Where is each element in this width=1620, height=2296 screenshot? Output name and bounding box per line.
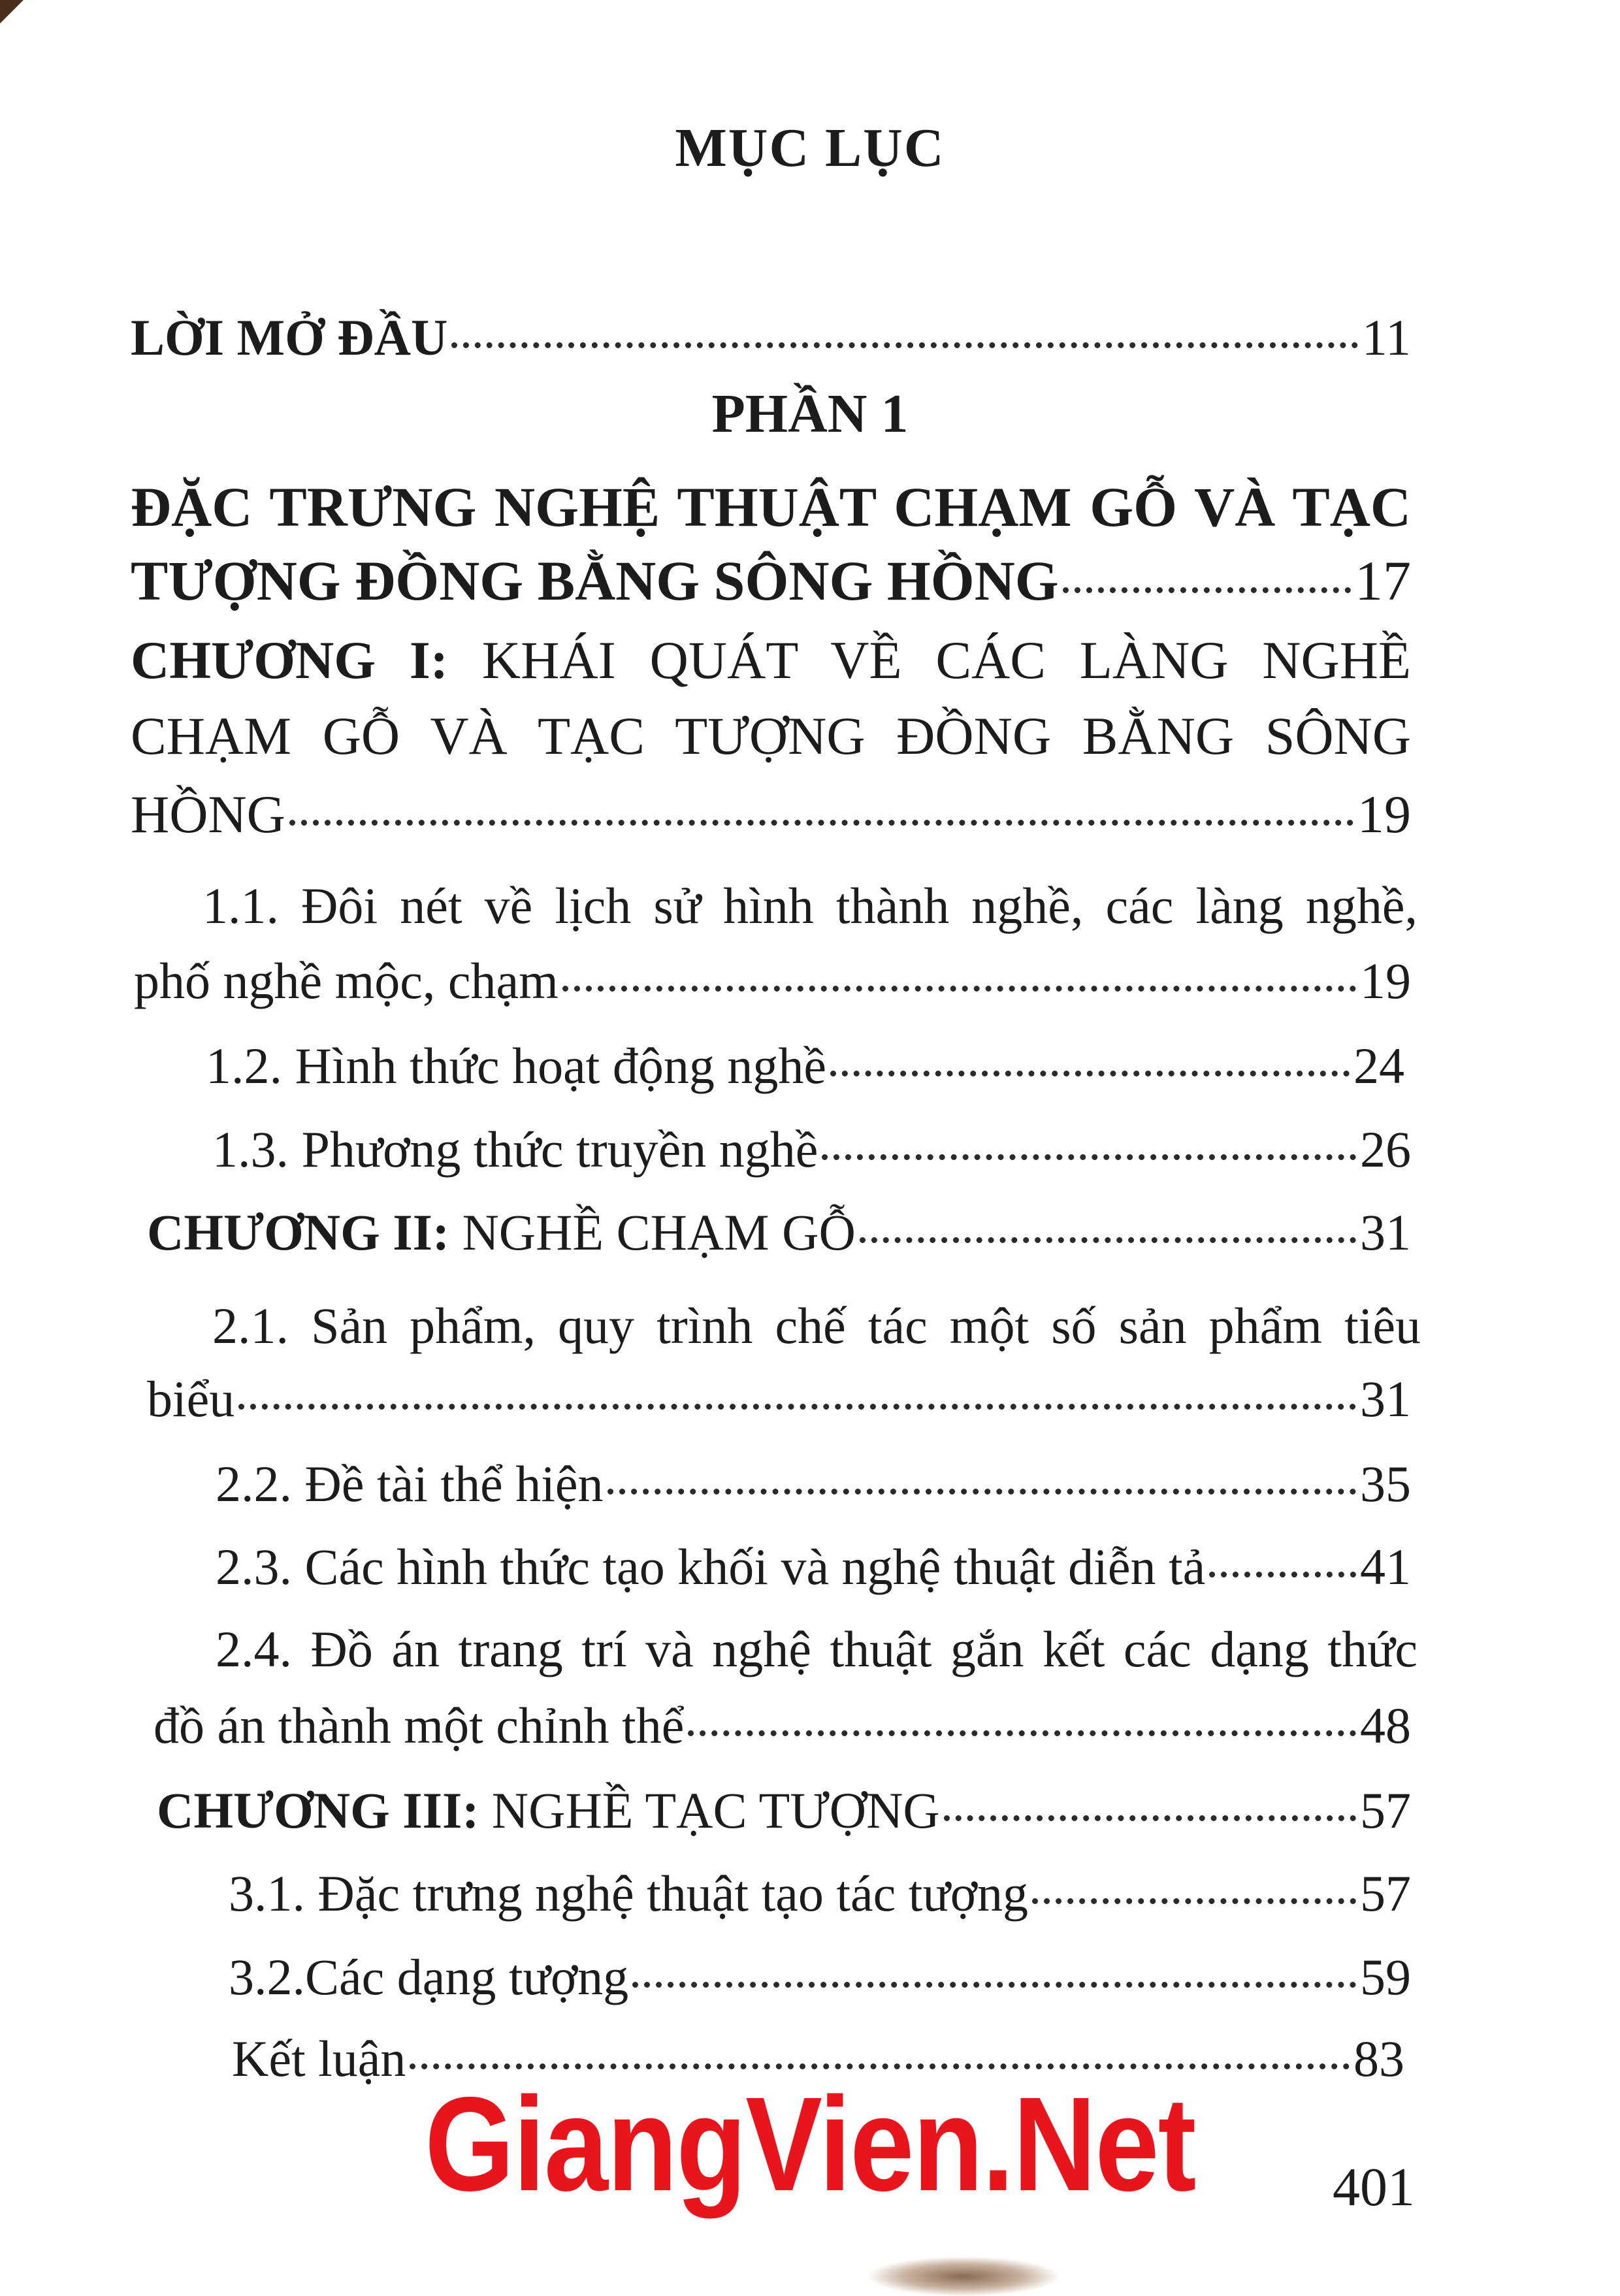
toc-entry-label: biểu [147,1370,235,1427]
toc-page-number: 17 [1355,549,1411,612]
toc-entry-label: phố nghề mộc, chạm [134,952,559,1009]
page-number: 401 [1333,2157,1415,2218]
toc-entry-label: 1.3. Phương thức truyền nghề [212,1121,818,1178]
toc-page-number: 41 [1360,1538,1411,1595]
toc-page-number: 35 [1360,1455,1411,1512]
toc-entry-2-4 [154,1695,1411,1756]
part-title-line-1: ĐẶC TRƯNG NGHỆ THUẬT CHẠM GỖ VÀ TẠC [131,476,1411,538]
toc-entry-label: TƯỢNG ĐỒNG BẰNG SÔNG HỒNG [131,549,1059,612]
dot-leader [632,1982,1356,1988]
toc-entry-label [147,1202,856,1263]
finger-shadow [869,2257,1058,2296]
toc-page-number: 19 [1357,784,1411,844]
toc-entry-2-1 [147,1368,1411,1430]
corner-mark [0,0,24,24]
dot-leader [944,1815,1356,1821]
toc-entry-chapter-1 [131,783,1411,847]
toc-entry-label: LỜI MỞ ĐẦU [131,309,448,366]
toc-entry-3-1 [229,1863,1411,1924]
toc-entry-label: 1.2. Hình thức hoạt động nghề [206,1037,826,1094]
chapter-title: NGHỀ TẠC TƯỢNG [491,1782,940,1839]
dot-leader [562,986,1356,992]
toc-page-number: 57 [1360,1782,1411,1839]
chapter-title: NGHỀ CHẠM GỖ [462,1204,856,1261]
toc-page-number: 57 [1360,1865,1411,1922]
section-2-1-line-1: 2.1. Sản phẩm, quy trình chế tác một số sản phẩm tiêu [212,1297,1421,1354]
toc-page-number: 11 [1361,309,1411,366]
toc-entry-label: 3.1. Đặc trưng nghệ thuật tạo tác tượng [229,1865,1028,1922]
toc-entry-2-3 [216,1536,1411,1598]
dot-leader [830,1071,1350,1076]
part-heading: PHẦN 1 [711,383,909,444]
toc-entry-label: 2.2. Đề tài thể hiện [216,1455,604,1512]
toc-entry-label: 3.2.Các dạng tượng [229,1948,629,2005]
toc-entry-label [157,1780,940,1841]
toc-entry-part-title [131,547,1411,615]
dot-leader [289,820,1353,826]
toc-entry-label: HỒNG [131,784,285,844]
toc-entry-chapter-2 [147,1202,1411,1263]
toc-entry-label: Kết luận [232,2030,406,2087]
toc-page-number: 31 [1360,1370,1411,1427]
section-1-1-line-1: 1.1. Đôi nét về lịch sử hình thành nghề, các làng nghề, [202,877,1418,934]
toc-page-number: 59 [1360,1948,1411,2005]
chapter-prefix: CHƯƠNG II: [147,1204,449,1261]
chapter-title-part: KHÁI QUÁT VỀ CÁC LÀNG NGHỀ [481,630,1412,690]
chapter-prefix: CHƯƠNG III: [157,1782,479,1839]
toc-entry-1-3 [212,1119,1411,1180]
watermark-logo: GiangVien.Net [425,2069,1195,2219]
page-title: MỤC LỤC [675,118,945,178]
dot-leader [688,1730,1356,1736]
toc-entry-label: đồ án thành một chỉnh thể [154,1697,685,1754]
section-2-4-line-1: 2.4. Đồ án trang trí và nghệ thuật gắn kết các dạng thức [216,1621,1418,1677]
dot-leader [451,342,1358,348]
dot-leader [1209,1572,1356,1577]
dot-leader [238,1404,1356,1410]
toc-page-number: 26 [1360,1121,1411,1178]
toc-page-number: 19 [1360,952,1411,1009]
toc-entry-1-2 [206,1035,1404,1097]
toc-entry-intro [131,307,1411,368]
chapter-1-line-2: CHẠM GỖ VÀ TẠC TƯỢNG ĐỒNG BẰNG SÔNG [131,706,1411,766]
toc-page-number: 31 [1360,1204,1411,1261]
chapter-prefix: CHƯƠNG I: [131,630,449,690]
toc-entry-2-2 [216,1453,1411,1515]
toc-page-number: 48 [1360,1697,1411,1754]
toc-entry-3-2 [229,1947,1411,2008]
toc-page-number: 24 [1353,1037,1404,1094]
toc-entry-1-1 [134,950,1411,1012]
dot-leader [608,1489,1357,1495]
dot-leader [860,1237,1356,1243]
chapter-1-line-1 [131,628,1411,692]
toc-entry-chapter-3 [157,1780,1411,1841]
dot-leader [1063,587,1351,593]
dot-leader [822,1154,1356,1160]
toc-entry-label: 2.3. Các hình thức tạo khối và nghệ thuật diễn tả [216,1538,1206,1595]
dot-leader [1032,1898,1356,1904]
toc-page-number: 83 [1353,2030,1404,2087]
